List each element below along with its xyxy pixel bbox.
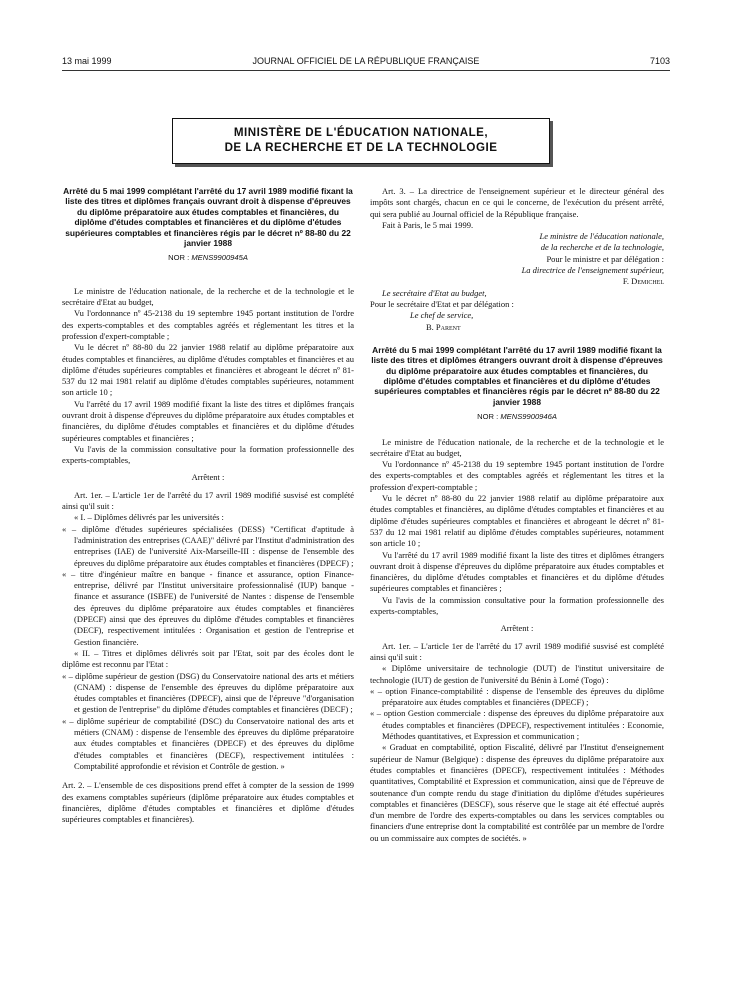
arrete1-item-ii-a: « – diplôme supérieur de gestion (DSG) du Conservatoire national des arts et métiers (CNAM) : dispense de l'ensemble des épreuves du diplôme préparatoire aux études comptables et financières (DPECF), ainsi que de l'épreuve "d'organisation et gestion de l'entreprise" du diplôme d'études comptables et financières (DECF) ; [62, 670, 354, 715]
signature-line-3: Pour le ministre et par délégation : [546, 253, 664, 264]
arrete2-nor [370, 411, 664, 422]
ministry-line-2: DE LA RECHERCHE ET DE LA TECHNOLOGIE [224, 141, 498, 154]
arrete1-nor [62, 252, 354, 263]
arrete2-item-dut-a: « – option Finance-comptabilité : dispense de l'ensemble des épreuves du diplôme préparatoire aux études comptables et financières (DPECF) ; [370, 685, 664, 708]
right-column [370, 186, 664, 844]
arrete1-visa-1: Vu l'ordonnance nº 45-2138 du 19 septembre 1945 portant institution de l'ordre des experts-comptables et des comptables agréés et réglementant les titres et la profession d'expert-comptable ; [62, 308, 354, 341]
arrete1-article-3: Art. 3. – La directrice de l'enseignement supérieur et le directeur général des impôts sont chargés, chacun en ce qui le concerne, de l'exécution du présent arrêté, qui sera publié au Journal officiel de la République française. [370, 186, 664, 219]
arrete2-preamble: Le ministre de l'éducation nationale, de la recherche et de la technologie et le secrétaire d'Etat au budget, [370, 436, 664, 458]
nor-code: MENS9900946A [500, 412, 557, 422]
signature-line-4: La directrice de l'enseignement supérieur, [521, 265, 664, 276]
arrete1-visa-4: Vu l'avis de la commission consultative pour la formation professionnelle des experts-comptables, [62, 443, 354, 466]
signature-line-7: Pour le secrétaire d'Etat et par délégation : [370, 298, 514, 309]
ministry-box [172, 118, 550, 164]
arrete1-title: Arrêté du 5 mai 1999 complétant l'arrêté du 17 avril 1989 modifié fixant la liste des titres et diplômes français ouvrant droit à dispense d'épreuves du diplôme préparatoire aux études comptables et financières, du diplôme d'études comptables et financières et du diplôme d'études supérieures comptables et financières régis par le décret nº 88-80 du 22 janvier 1988 [63, 186, 353, 249]
arrete1-item-i-a: « – diplôme d'études supérieures spécialisées (DESS) "Certificat d'aptitude à l'administration des entreprises (CAAE)" délivré par l'Institut d'administration des entreprises (IAE) de l'université Aix-Marseille-III : dispense de l'ensemble des épreuves du diplôme préparatoire aux études comptables et financières (DPECF) ; [62, 523, 354, 568]
arrete2-item-dut-b: « – option Gestion commerciale : dispense des épreuves du diplôme préparatoire aux études comptables et financières (DPECF), respectivement intitulées : Economie, Méthodes quantitatives, et Expression et communication ; [370, 708, 664, 742]
arrete2-visa-1: Vu l'ordonnance nº 45-2138 du 19 septembre 1945 portant institution de l'ordre des experts-comptables et des comptables agréés et réglementant les titres et la profession d'expert-comptable ; [370, 459, 664, 492]
arrete1-visa-2: Vu le décret nº 88-80 du 22 janvier 1988 relatif au diplôme préparatoire aux études comptables et financières, au diplôme d'études comptables et financières et au diplôme d'études supérieures comptables et financières et abrogeant le décret nº 81-537 du 12 mai 1981 relatif au diplôme d'études comptables supérieures, notamment son article 10 ; [62, 342, 354, 398]
arrete1-visa-3: Vu l'arrêté du 17 avril 1989 modifié fixant la liste des titres et diplômes français ouvrant droit à dispense d'épreuves du diplôme préparatoire aux études comptables et financières, du diplôme d'études comptables et financières et du diplôme d'études supérieures comptables et financières ; [62, 398, 354, 443]
arrete2-item-graduat: « Graduat en comptabilité, option Fiscalité, délivré par l'Institut d'enseignement supérieur de Namur (Belgique) : dispense des épreuves du diplôme préparatoire aux études comptables et financières (DPECF), respectivement intitulées : Méthodes quantitatives, Comptabilité et Expression et communication, ainsi que de l'épreuve de soutenance d'un compte rendu du stage d'initiation du diplôme d'études supérieures comptables et financières (DESCF), sous réserve que le stage ait été effectué auprès d'un membre de l'ordre des experts-comptables ou dans les services comptables ou financiers d'une entreprise dont la comptabilité est contrôlée par un membre de l'ordre ou un commissaire aux comptes de sociétés. » [370, 742, 664, 843]
arrete1-arretent: Arrêtent : [191, 472, 225, 483]
arrete2-item-dut: « Diplôme universitaire de technologie (DUT) de l'institut universitaire de technologie (IUT) de gestion de l'université du Bénin à Lomé (Togo) : [370, 663, 664, 685]
header-rule [62, 70, 670, 71]
nor-code: MENS9900945A [191, 253, 248, 263]
arrete1-article-1: Art. 1er. – L'article 1er de l'arrêté du 17 avril 1989 modifié susvisé est complété ainsi qu'il suit : [62, 489, 354, 512]
arrete1-item-i: « I. – Diplômes délivrés par les universités : [74, 512, 224, 523]
signature-name-2: B. Parent [426, 321, 461, 332]
arrete1-item-ii-b: « – diplôme supérieur de comptabilité (DSC) du Conservatoire national des arts et métiers (CNAM) : dispense de l'ensemble des épreuves du diplôme préparatoire aux études comptables et financières (DPECF) et des épreuves du diplôme d'études comptables et financières (DECF), respectivement intitulées : Comptabilité approfondie et révision et Contrôle de gestion. » [62, 715, 354, 771]
arrete2-visa-4: Vu l'avis de la commission consultative pour la formation professionnelle des experts-comptables, [370, 594, 664, 617]
signature-line-2: de la recherche et de la technologie, [540, 242, 664, 253]
arrete2-article-1: Art. 1er. – L'article 1er de l'arrêté du 17 avril 1989 modifié susvisé est complété ainsi qu'il suit : [370, 640, 664, 662]
arrete1-article-2: Art. 2. – L'ensemble de ces dispositions prend effet à compter de la session de 1999 des examens comptables supérieurs (diplôme préparatoire aux études comptables et financières, diplôme d'études comptables et financières et diplôme d'études supérieures comptables et financières). [62, 780, 354, 825]
ministry-line-1: MINISTÈRE DE L'ÉDUCATION NATIONALE, [233, 126, 489, 139]
arrete2-visa-2: Vu le décret nº 88-80 du 22 janvier 1988 relatif au diplôme préparatoire aux études comptables et financières, au diplôme d'études comptables et financières et au diplôme d'études supérieures comptables et financières et abrogeant le décret nº 81-537 du 12 mai 1981 relatif au diplôme d'études comptables supérieures, notamment son article 10 ; [370, 493, 664, 549]
signature-line-1: Le ministre de l'éducation nationale, [539, 231, 664, 242]
nor-label: NOR : [168, 253, 190, 263]
nor-label: NOR : [477, 412, 499, 422]
journal-title: JOURNAL OFFICIEL DE LA RÉPUBLIQUE FRANÇAISE [252, 56, 480, 66]
arrete1-done-at: Fait à Paris, le 5 mai 1999. [382, 219, 474, 230]
issue-date: 13 mai 1999 [62, 56, 112, 66]
arrete1-item-ii: « II. – Titres et diplômes délivrés soit par l'Etat, soit par des écoles dont le diplôme est reconnu par l'Etat : [62, 647, 354, 670]
arrete1-preamble: Le ministre de l'éducation nationale, de la recherche et de la technologie et le secrétaire d'Etat au budget, [62, 285, 354, 308]
arrete2-arretent: Arrêtent : [500, 623, 534, 634]
arrete2-title: Arrêté du 5 mai 1999 complétant l'arrêté du 17 avril 1989 modifié fixant la liste des titres et diplômes étrangers ouvrant droit à dispense d'épreuves du diplôme préparatoire aux études comptables et financières, du diplôme d'études comptables et financières et du diplôme d'études supérieures comptables et financières régis par le décret nº 88-80 du 22 janvier 1988 [371, 344, 663, 407]
signature-name-1: F. Demichel [622, 276, 664, 287]
signature-line-6: Le secrétaire d'Etat au budget, [382, 287, 487, 298]
page-number: 7103 [649, 56, 670, 66]
left-column [62, 186, 354, 825]
signature-line-8: Le chef de service, [410, 310, 474, 321]
arrete2-visa-3: Vu l'arrêté du 17 avril 1989 modifié fixant la liste des titres et diplômes étrangers ouvrant droit à dispense d'épreuves du diplôme préparatoire aux études comptables et financières, du diplôme d'études comptables et financières et du diplôme d'études supérieures comptables et financières ; [370, 549, 664, 594]
arrete1-item-i-b: « – titre d'ingénieur maître en banque - finance et assurance, option Finance-entreprise, délivré par l'Institut universitaire professionnalisé (IUP) banque - finance et assurance (ISBFE) de l'université de Nantes : dispense de l'ensemble des épreuves du diplôme préparatoire aux études comptables et financières (DPECF) ainsi que des épreuves du diplôme d'études comptables et financières (DECF), respectivement intitulées : Organisation et gestion de l'entreprise et Gestion financière. [62, 568, 354, 647]
